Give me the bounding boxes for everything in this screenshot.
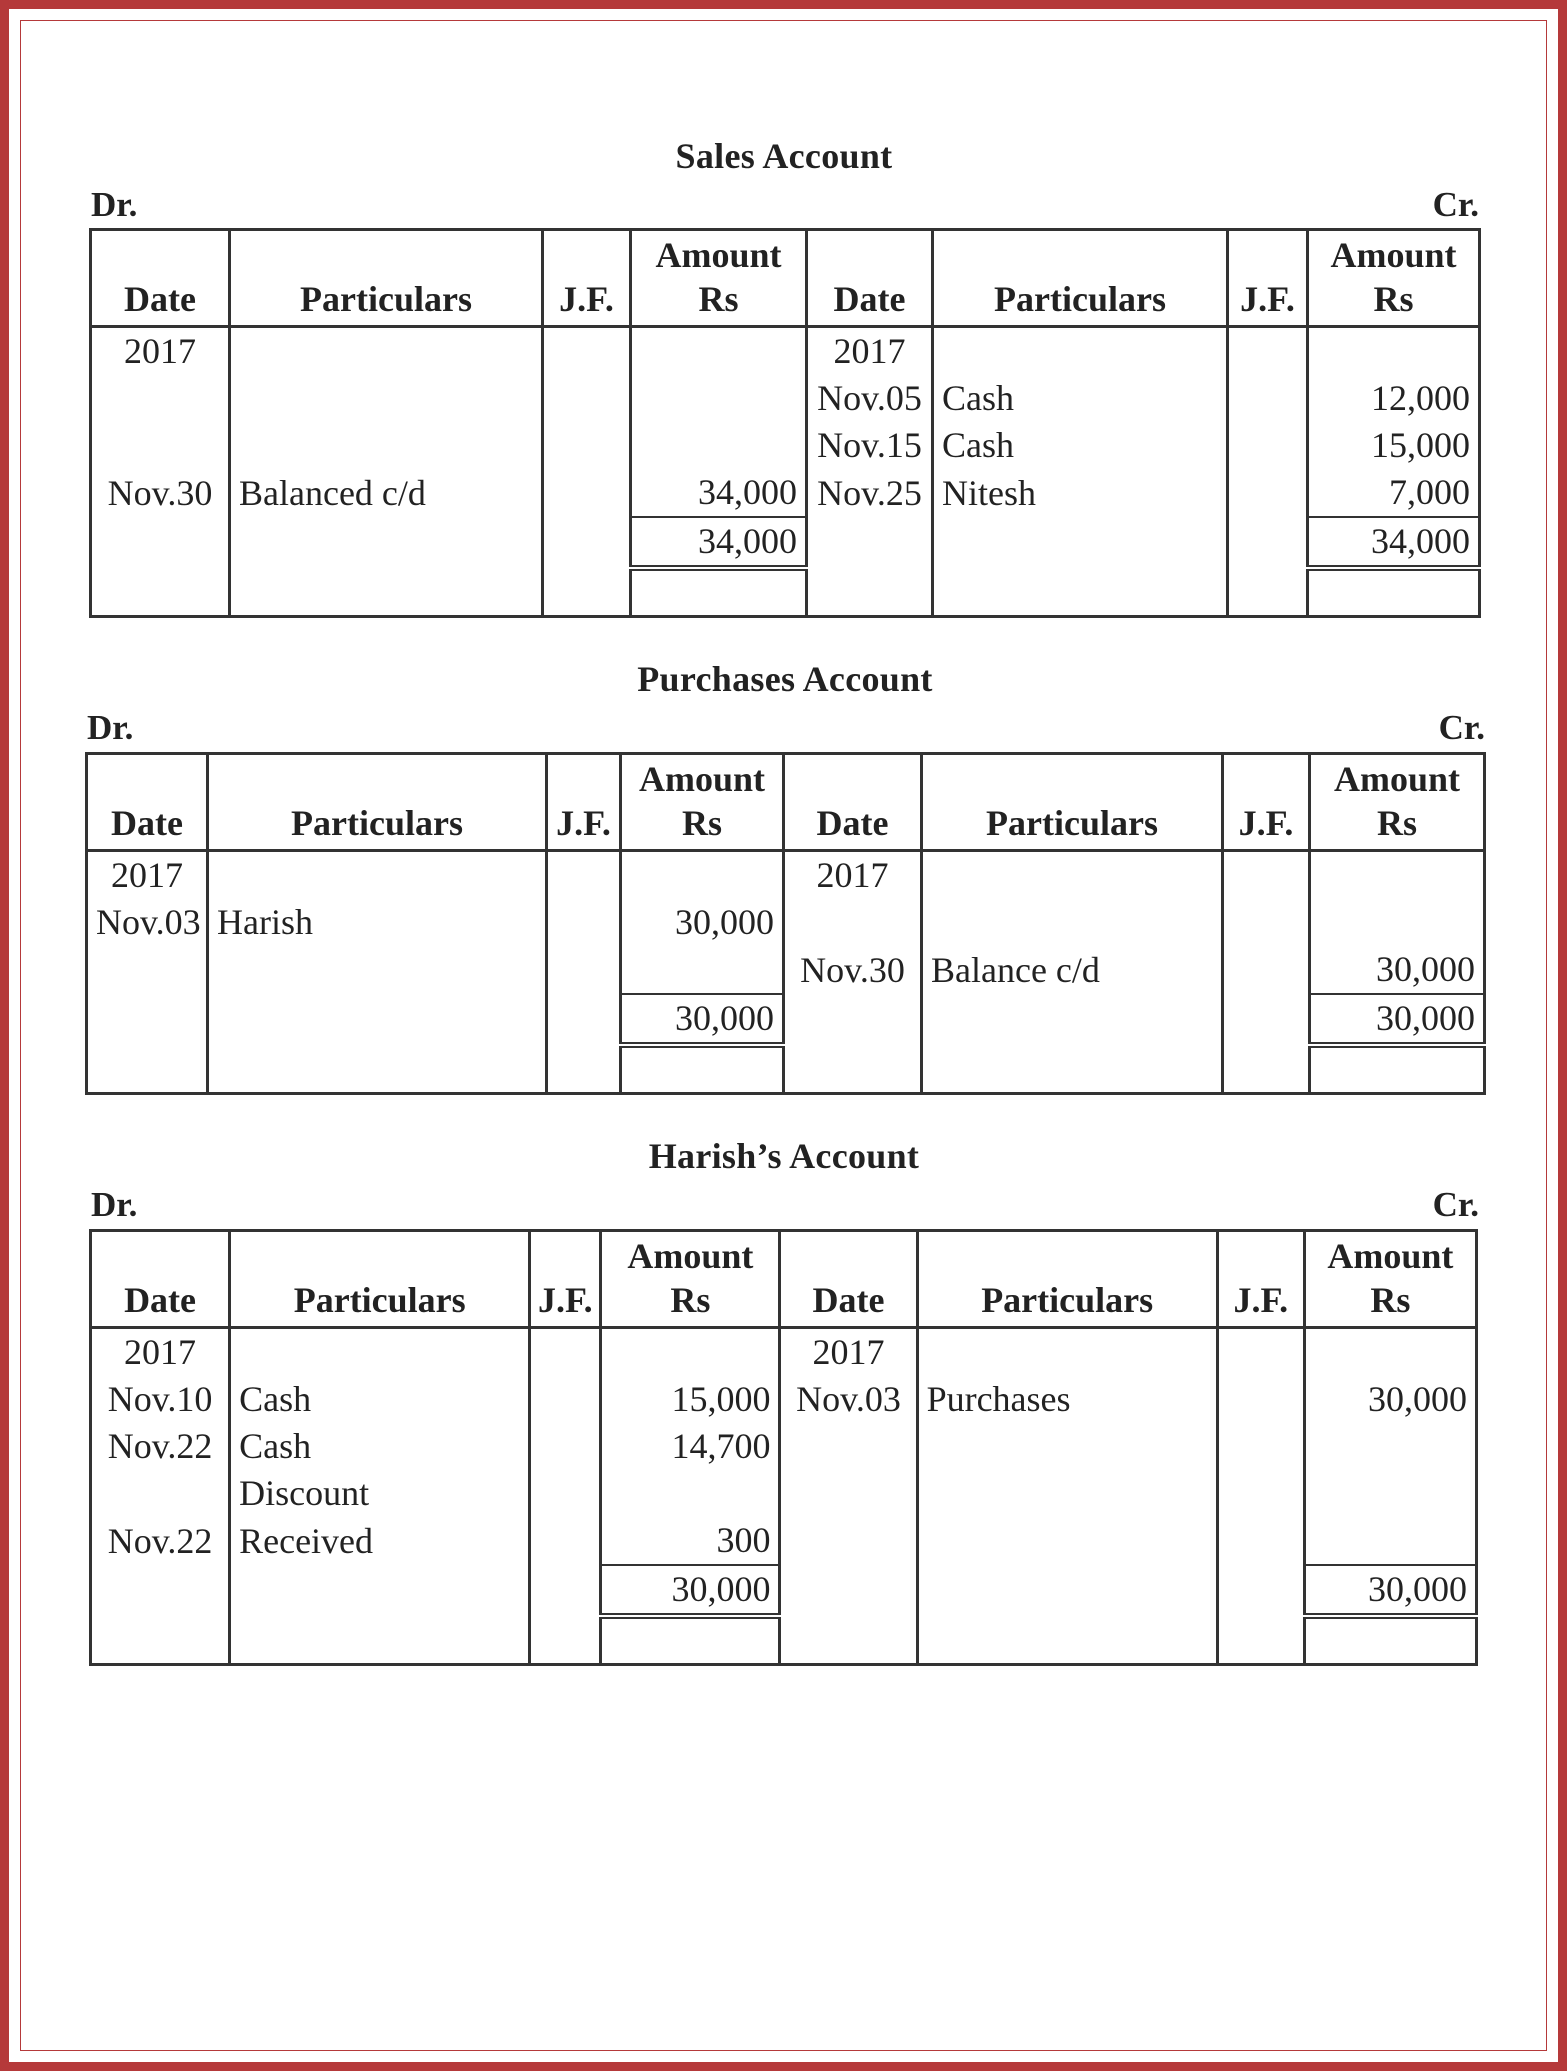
account-title: Harish’s Account	[648, 1136, 920, 1176]
credit-date: 2017	[780, 1328, 917, 1377]
credit-date: Nov.25	[807, 469, 933, 517]
credit-particulars-header: Particulars	[922, 754, 1223, 851]
credit-date	[780, 1470, 917, 1517]
debit-amount	[601, 1470, 780, 1517]
debit-particulars: Received	[230, 1517, 530, 1565]
debit-date: Nov.10	[91, 1376, 230, 1423]
debit-date-header: Date	[91, 230, 230, 327]
debit-particulars	[230, 327, 543, 376]
table-row	[91, 1376, 1477, 1423]
account-title: Purchases Account	[637, 659, 933, 699]
debit-jf-header: J.F.	[543, 230, 631, 327]
credit-amount: 7,000	[1308, 469, 1480, 517]
total-row	[87, 994, 1485, 1045]
debit-total: 30,000	[601, 1565, 780, 1616]
table-row	[91, 375, 1480, 422]
credit-jf	[1223, 899, 1310, 946]
debit-particulars-header: Particulars	[208, 754, 547, 851]
debit-date: 2017	[87, 851, 208, 900]
credit-date	[780, 1423, 917, 1470]
credit-jf	[1223, 851, 1310, 900]
credit-total: 30,000	[1310, 994, 1485, 1045]
credit-date: Nov.15	[807, 422, 933, 469]
credit-amount	[1304, 1470, 1476, 1517]
table-row	[87, 851, 1485, 900]
credit-date: Nov.30	[784, 946, 922, 994]
debit-particulars	[230, 375, 543, 422]
credit-particulars	[917, 1517, 1217, 1565]
debit-jf	[530, 1470, 601, 1517]
debit-amount	[601, 1328, 780, 1377]
debit-amount	[631, 375, 807, 422]
debit-particulars: Discount	[230, 1470, 530, 1517]
credit-particulars	[917, 1423, 1217, 1470]
debit-particulars-header: Particulars	[230, 1231, 530, 1328]
debit-jf-header: J.F.	[547, 754, 621, 851]
table-row	[91, 1423, 1477, 1470]
ledger-table	[85, 752, 1486, 1095]
credit-jf	[1228, 327, 1308, 376]
cr-label: Cr.	[1438, 708, 1485, 747]
credit-amount-header: Amount Rs	[1310, 754, 1485, 851]
debit-date: Nov.22	[91, 1423, 230, 1470]
debit-amount: 15,000	[601, 1376, 780, 1423]
debit-date: Nov.03	[87, 899, 208, 946]
credit-date	[780, 1517, 917, 1565]
debit-amount-header: Amount Rs	[601, 1231, 780, 1328]
debit-jf	[530, 1328, 601, 1377]
debit-amount	[631, 327, 807, 376]
header-row	[87, 754, 1485, 851]
debit-jf	[543, 469, 631, 517]
debit-amount	[621, 851, 784, 900]
credit-amount	[1304, 1328, 1476, 1377]
debit-jf	[530, 1517, 601, 1565]
credit-date-header: Date	[784, 754, 922, 851]
debit-date: Nov.30	[91, 469, 230, 517]
debit-jf-header: J.F.	[530, 1231, 601, 1328]
debit-date: 2017	[91, 327, 230, 376]
credit-particulars	[917, 1470, 1217, 1517]
debit-jf	[547, 946, 621, 994]
credit-date: 2017	[784, 851, 922, 900]
debit-jf	[547, 851, 621, 900]
table-row	[91, 469, 1480, 517]
debit-jf	[530, 1423, 601, 1470]
credit-jf	[1228, 422, 1308, 469]
debit-date: Nov.22	[91, 1517, 230, 1565]
credit-jf	[1217, 1376, 1304, 1423]
credit-particulars	[933, 327, 1228, 376]
credit-particulars	[922, 851, 1223, 900]
credit-particulars: Nitesh	[933, 469, 1228, 517]
credit-jf-header: J.F.	[1228, 230, 1308, 327]
debit-amount: 300	[601, 1517, 780, 1565]
debit-particulars: Cash	[230, 1376, 530, 1423]
credit-particulars: Cash	[933, 375, 1228, 422]
credit-amount	[1310, 851, 1485, 900]
credit-amount	[1308, 327, 1480, 376]
harish-account	[89, 1135, 1479, 1665]
credit-date: Nov.05	[807, 375, 933, 422]
dr-label: Dr.	[87, 708, 134, 747]
dr-label: Dr.	[91, 185, 138, 224]
debit-amount: 30,000	[621, 899, 784, 946]
debit-total: 30,000	[621, 994, 784, 1045]
debit-particulars	[230, 1328, 530, 1377]
credit-amount	[1310, 899, 1485, 946]
credit-date-header: Date	[780, 1231, 917, 1328]
table-row	[91, 1328, 1477, 1377]
credit-particulars: Cash	[933, 422, 1228, 469]
credit-particulars	[917, 1328, 1217, 1377]
debit-particulars	[208, 851, 547, 900]
debit-date: 2017	[91, 1328, 230, 1377]
total-row	[91, 517, 1480, 568]
debit-date-header: Date	[91, 1231, 230, 1328]
dr-label: Dr.	[91, 1185, 138, 1224]
credit-particulars: Balance c/d	[922, 946, 1223, 994]
credit-jf	[1217, 1328, 1304, 1377]
credit-jf	[1223, 946, 1310, 994]
header-row	[91, 230, 1480, 327]
debit-particulars: Balanced c/d	[230, 469, 543, 517]
credit-jf-header: J.F.	[1223, 754, 1310, 851]
credit-amount: 30,000	[1304, 1376, 1476, 1423]
credit-total: 34,000	[1308, 517, 1480, 568]
debit-date	[91, 422, 230, 469]
debit-amount-header: Amount Rs	[631, 230, 807, 327]
credit-amount-header: Amount Rs	[1304, 1231, 1476, 1328]
debit-jf	[530, 1376, 601, 1423]
credit-amount: 15,000	[1308, 422, 1480, 469]
credit-date	[784, 899, 922, 946]
cr-label: Cr.	[1432, 185, 1479, 224]
credit-jf	[1228, 375, 1308, 422]
debit-date	[91, 375, 230, 422]
spacer-row	[87, 1045, 1485, 1094]
account-title: Sales Account	[675, 136, 893, 176]
credit-particulars	[922, 899, 1223, 946]
debit-date	[91, 1470, 230, 1517]
table-row	[87, 946, 1485, 994]
sales-account	[89, 135, 1479, 615]
debit-jf	[543, 327, 631, 376]
header-row	[91, 1231, 1477, 1328]
debit-jf	[543, 375, 631, 422]
spacer-row	[91, 568, 1480, 617]
credit-jf-header: J.F.	[1217, 1231, 1304, 1328]
debit-amount-header: Amount Rs	[621, 754, 784, 851]
debit-particulars	[230, 422, 543, 469]
credit-jf	[1217, 1470, 1304, 1517]
total-row	[91, 1565, 1477, 1616]
credit-particulars-header: Particulars	[917, 1231, 1217, 1328]
credit-amount	[1304, 1423, 1476, 1470]
credit-date: Nov.03	[780, 1376, 917, 1423]
debit-particulars	[208, 946, 547, 994]
ledger-table	[89, 1229, 1478, 1666]
credit-amount-header: Amount Rs	[1308, 230, 1480, 327]
debit-jf	[543, 422, 631, 469]
credit-jf	[1228, 469, 1308, 517]
credit-particulars-header: Particulars	[933, 230, 1228, 327]
table-row	[91, 1470, 1477, 1517]
debit-amount: 34,000	[631, 469, 807, 517]
spacer-row	[91, 1616, 1477, 1665]
credit-amount: 30,000	[1310, 946, 1485, 994]
debit-amount	[621, 946, 784, 994]
table-row	[91, 422, 1480, 469]
table-row	[91, 1517, 1477, 1565]
debit-date	[87, 946, 208, 994]
debit-date-header: Date	[87, 754, 208, 851]
table-row	[87, 899, 1485, 946]
debit-particulars: Harish	[208, 899, 547, 946]
credit-amount: 12,000	[1308, 375, 1480, 422]
credit-particulars: Purchases	[917, 1376, 1217, 1423]
credit-jf	[1217, 1517, 1304, 1565]
credit-date: 2017	[807, 327, 933, 376]
purchases-account	[85, 658, 1485, 1098]
table-row	[91, 327, 1480, 376]
credit-jf	[1217, 1423, 1304, 1470]
credit-date-header: Date	[807, 230, 933, 327]
debit-amount: 14,700	[601, 1423, 780, 1470]
debit-particulars: Cash	[230, 1423, 530, 1470]
debit-amount	[631, 422, 807, 469]
credit-total: 30,000	[1304, 1565, 1476, 1616]
debit-total: 34,000	[631, 517, 807, 568]
debit-jf	[547, 899, 621, 946]
ledger-table	[89, 228, 1481, 618]
debit-particulars-header: Particulars	[230, 230, 543, 327]
credit-amount	[1304, 1517, 1476, 1565]
cr-label: Cr.	[1432, 1185, 1479, 1224]
